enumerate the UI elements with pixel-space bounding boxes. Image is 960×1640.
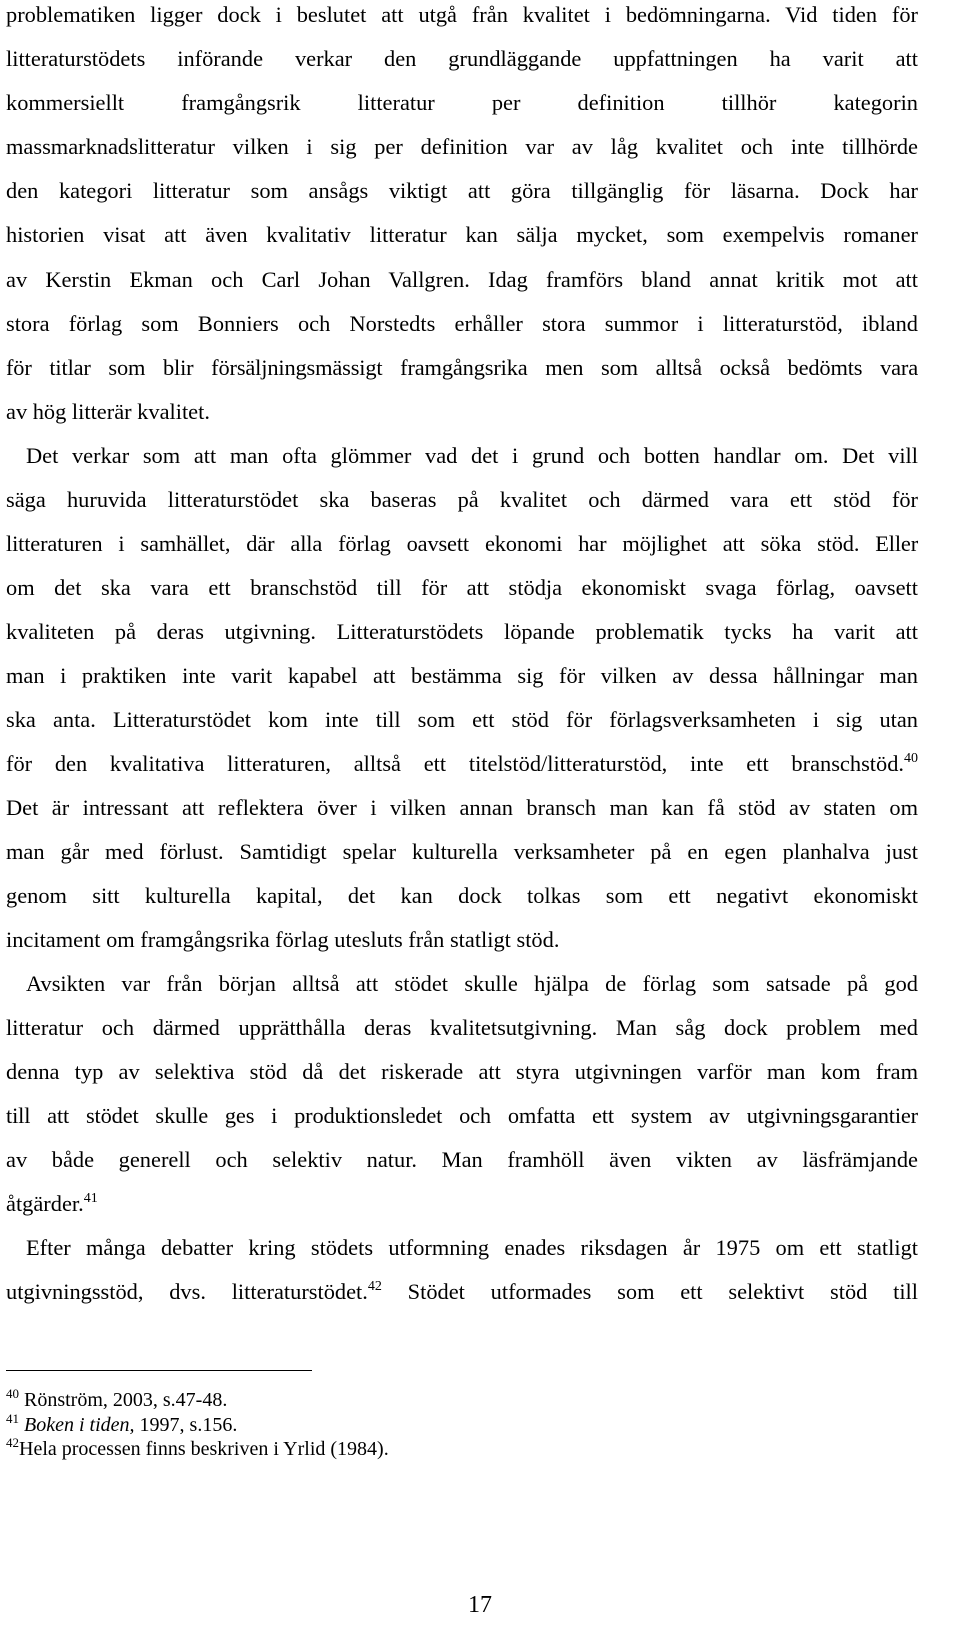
footnote-ref[interactable]: 42 xyxy=(367,1279,382,1294)
text-segment: Stödet utformades som ett selektivt stöd till xyxy=(407,1279,919,1304)
text-line: incitament om framgångsrika förlag utesluts från statligt stöd. xyxy=(6,927,560,952)
text-line: Efter många debatter kring stödets utformning enades riksdagen år 1975 om ett statligt xyxy=(26,1235,918,1260)
text-line: om det ska vara ett branschstöd till för att stödja ekonomiskt svaga förlag, oavsett xyxy=(6,575,918,600)
text-line: man går med förlust. Samtidigt spelar kulturella verksamheter på en egen planhalva just xyxy=(6,839,918,864)
footnote-divider xyxy=(6,1370,312,1371)
footnote-text: 1997, s.156. xyxy=(134,1414,238,1436)
text-segment: utgivningsstöd, dvs. litteraturstödet. xyxy=(6,1279,368,1304)
footnote xyxy=(6,1437,389,1461)
text-line: historien visat att även kvalitativ litteratur kan sälja mycket, som exempelvis romaner xyxy=(6,222,918,247)
text-line: för titlar som blir försäljningsmässigt framgångsrika men som alltså också bedömts vara xyxy=(6,355,918,380)
text-line: genom sitt kulturella kapital, det kan dock tolkas som ett negativt ekonomiskt xyxy=(6,883,918,908)
text-line: problematiken ligger dock i beslutet att utgå från kvalitet i bedömningarna. Vid tiden för xyxy=(6,2,918,27)
text-line: ska anta. Litteraturstödet kom inte till som ett stöd för förlagsverksamheten i sig utan xyxy=(6,707,918,732)
text-line: den kategori litteratur som ansågs viktigt att göra tillgänglig för läsarna. Dock har xyxy=(6,178,918,203)
text-line: Det är intressant att reflektera över i vilken annan bransch man kan få stöd av staten om xyxy=(6,795,918,820)
footnote-text: Rönström, 2003, s.47-48. xyxy=(24,1389,228,1411)
text-line xyxy=(6,749,918,779)
text-line xyxy=(6,1189,918,1219)
footnote-text: Hela processen finns beskriven i Yrlid (1984). xyxy=(19,1438,389,1460)
footnote-number: 42 xyxy=(6,1435,19,1450)
text-line: kommersiellt framgångsrik litteratur per definition tillhör kategorin xyxy=(6,90,918,115)
footnote-title: Boken i tiden, xyxy=(24,1414,135,1436)
footnote-number: 40 xyxy=(6,1386,19,1401)
text-line: Avsikten var från början alltså att stödet skulle hjälpa de förlag som satsade på god xyxy=(26,971,918,996)
text-line: av både generell och selektiv natur. Man framhöll även vikten av läsfrämjande xyxy=(6,1147,918,1172)
page-number: 17 xyxy=(468,1592,492,1618)
text-line xyxy=(6,1277,918,1307)
text-line: Det verkar som att man ofta glömmer vad det i grund och botten handlar om. Det vill xyxy=(26,443,918,468)
text-line: denna typ av selektiva stöd då det riskerade att styra utgivningen varför man kom fram xyxy=(6,1059,918,1084)
footnote-ref[interactable]: 40 xyxy=(904,751,918,766)
text-line: litteraturen i samhället, där alla förlag oavsett ekonomi har möjlighet att söka stöd. Eller xyxy=(6,531,918,556)
text-line: massmarknadslitteratur vilken i sig per definition var av låg kvalitet och inte tillhörde xyxy=(6,134,918,159)
text-line: av Kerstin Ekman och Carl Johan Vallgren. Idag framförs bland annat kritik mot att xyxy=(6,267,918,292)
text-line: av hög litterär kvalitet. xyxy=(6,399,210,424)
text-segment: åtgärder. xyxy=(6,1191,84,1216)
text-line: litteratur och därmed upprätthålla deras kvalitetsutgivning. Man såg dock problem med xyxy=(6,1015,918,1040)
text-line: till att stödet skulle ges i produktionsledet och omfatta ett system av utgivningsgarantier xyxy=(6,1103,918,1128)
footnote xyxy=(6,1388,227,1412)
text-line: kvaliteten på deras utgivning. Litteraturstödets löpande problematik tycks ha varit att xyxy=(6,619,918,644)
text-line: stora förlag som Bonniers och Norstedts erhåller stora summor i litteraturstöd, ibland xyxy=(6,311,918,336)
footnote xyxy=(6,1413,237,1437)
footnote-ref[interactable]: 41 xyxy=(83,1191,98,1206)
text-line: litteraturstödets införande verkar den grundläggande uppfattningen ha varit att xyxy=(6,46,918,71)
footnote-number: 41 xyxy=(6,1411,19,1426)
text-line: säga huruvida litteraturstödet ska baseras på kvalitet och därmed vara ett stöd för xyxy=(6,487,918,512)
text-segment: för den kvalitativa litteraturen, alltså ett titelstöd/litteraturstöd, inte ett branschstöd. xyxy=(6,751,904,776)
text-line: man i praktiken inte varit kapabel att bestämma sig för vilken av dessa hållningar man xyxy=(6,663,918,688)
